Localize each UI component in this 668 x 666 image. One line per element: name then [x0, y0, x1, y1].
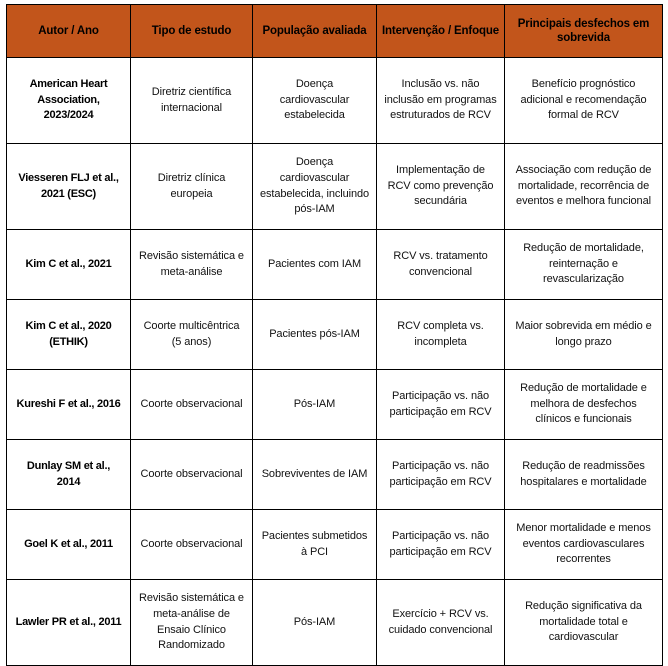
column-header-tipo-estudo: Tipo de estudo [131, 5, 253, 58]
table-row [7, 58, 663, 144]
table-row [7, 230, 663, 300]
cell-intervencao: RCV vs. tratamento convencional [377, 230, 505, 300]
evidence-table [6, 4, 663, 666]
cell-autor_ano: Kim C et al., 2020 (ETHIK) [7, 300, 131, 370]
column-header-desfechos: Principais desfechos em sobrevida [505, 5, 663, 58]
cell-desfechos: Redução de mortalidade, reinternação e revascularização [505, 230, 663, 300]
cell-tipo_estudo: Revisão sistemática e meta-análise de Ensaio Clínico Randomizado [131, 580, 253, 666]
table-row [7, 580, 663, 666]
cell-tipo_estudo: Coorte observacional [131, 440, 253, 510]
cell-tipo_estudo: Diretriz científica internacional [131, 58, 253, 144]
cell-tipo_estudo: Diretriz clínica europeia [131, 144, 253, 230]
cell-autor_ano: Kureshi F et al., 2016 [7, 370, 131, 440]
cell-desfechos: Menor mortalidade e menos eventos cardiovasculares recorrentes [505, 510, 663, 580]
column-header-populacao: População avaliada [253, 5, 377, 58]
cell-tipo_estudo: Coorte multicêntrica (5 anos) [131, 300, 253, 370]
cell-autor_ano: Dunlay SM et al., 2014 [7, 440, 131, 510]
cell-intervencao: Participação vs. não participação em RCV [377, 510, 505, 580]
cell-populacao: Pacientes submetidos à PCI [253, 510, 377, 580]
column-header-intervencao: Intervenção / Enfoque [377, 5, 505, 58]
cell-desfechos: Redução de readmissões hospitalares e mortalidade [505, 440, 663, 510]
cell-tipo_estudo: Coorte observacional [131, 370, 253, 440]
table-header [7, 5, 663, 58]
table-row [7, 510, 663, 580]
cell-intervencao: Participação vs. não participação em RCV [377, 370, 505, 440]
cell-autor_ano: Lawler PR et al., 2011 [7, 580, 131, 666]
cell-populacao: Sobreviventes de IAM [253, 440, 377, 510]
cell-desfechos: Associação com redução de mortalidade, recorrência de eventos e melhora funcional [505, 144, 663, 230]
cell-tipo_estudo: Revisão sistemática e meta-análise [131, 230, 253, 300]
cell-populacao: Doença cardiovascular estabelecida, incluindo pós-IAM [253, 144, 377, 230]
cell-populacao: Pacientes pós-IAM [253, 300, 377, 370]
cell-autor_ano: Viesseren FLJ et al., 2021 (ESC) [7, 144, 131, 230]
column-header-autor-ano: Autor / Ano [7, 5, 131, 58]
cell-desfechos: Benefício prognóstico adicional e recomendação formal de RCV [505, 58, 663, 144]
cell-autor_ano: Kim C et al., 2021 [7, 230, 131, 300]
table-body [7, 58, 663, 666]
cell-desfechos: Redução significativa da mortalidade total e cardiovascular [505, 580, 663, 666]
cell-populacao: Doença cardiovascular estabelecida [253, 58, 377, 144]
table-row [7, 370, 663, 440]
cell-populacao: Pós-IAM [253, 580, 377, 666]
cell-intervencao: Participação vs. não participação em RCV [377, 440, 505, 510]
cell-populacao: Pacientes com IAM [253, 230, 377, 300]
cell-intervencao: Exercício + RCV vs. cuidado convencional [377, 580, 505, 666]
table-row [7, 300, 663, 370]
cell-intervencao: Implementação de RCV como prevenção secundária [377, 144, 505, 230]
cell-autor_ano: American Heart Association, 2023/2024 [7, 58, 131, 144]
cell-desfechos: Redução de mortalidade e melhora de desfechos clínicos e funcionais [505, 370, 663, 440]
cell-desfechos: Maior sobrevida em médio e longo prazo [505, 300, 663, 370]
cell-intervencao: RCV completa vs. incompleta [377, 300, 505, 370]
table-row [7, 440, 663, 510]
table-header-row [7, 5, 663, 58]
cell-intervencao: Inclusão vs. não inclusão em programas estruturados de RCV [377, 58, 505, 144]
table-row [7, 144, 663, 230]
cell-autor_ano: Goel K et al., 2011 [7, 510, 131, 580]
cell-tipo_estudo: Coorte observacional [131, 510, 253, 580]
cell-populacao: Pós-IAM [253, 370, 377, 440]
